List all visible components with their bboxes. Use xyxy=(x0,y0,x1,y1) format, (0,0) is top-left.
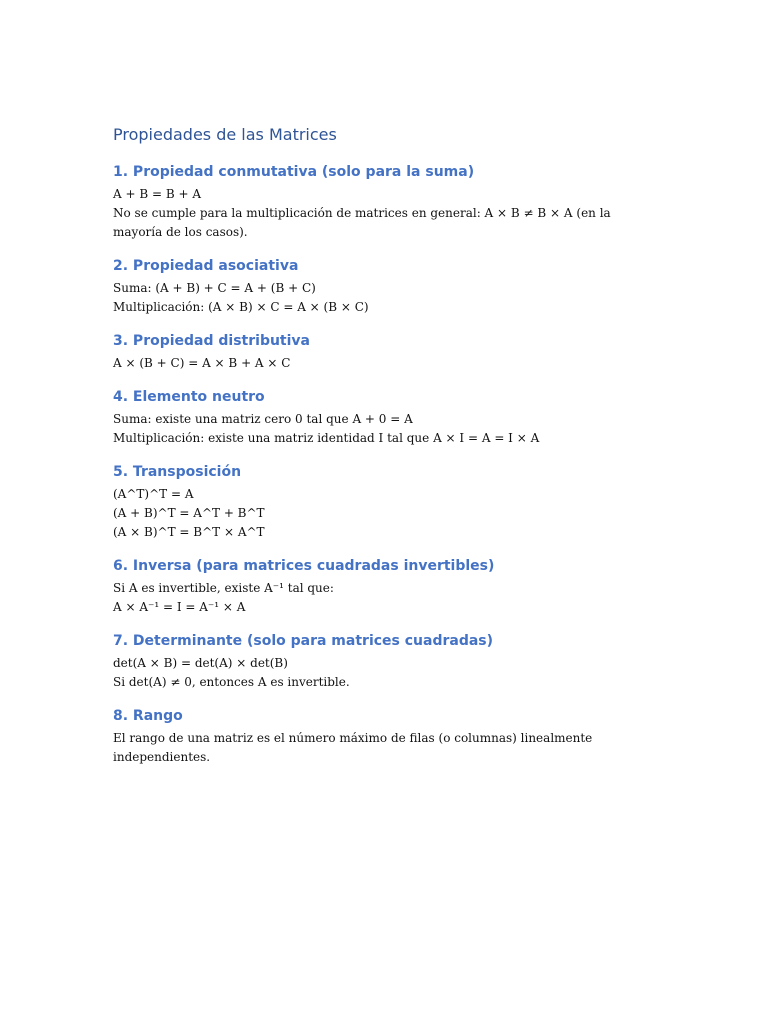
section-line: Suma: (A + B) + C = A + (B + C) xyxy=(113,281,316,295)
section-heading: 6. Inversa (para matrices cuadradas invertibles) xyxy=(113,558,495,574)
section-rank xyxy=(113,706,658,767)
section-line: El rango de una matriz es el número máximo de filas (o columnas) linealmente independientes. xyxy=(113,731,593,764)
section-heading: 5. Transposición xyxy=(113,464,242,480)
section-transposition xyxy=(113,462,658,542)
section-line: (A^T)^T = A xyxy=(113,487,194,501)
section-determinant xyxy=(113,631,658,692)
section-distributive xyxy=(113,331,658,373)
section-heading: 7. Determinante (solo para matrices cuadradas) xyxy=(113,633,494,649)
section-heading: 1. Propiedad conmutativa (solo para la suma) xyxy=(113,164,475,180)
section-associative xyxy=(113,256,658,317)
section-line: (A × B)^T = B^T × A^T xyxy=(113,525,265,539)
section-commutative xyxy=(113,162,658,242)
section-line: (A + B)^T = A^T + B^T xyxy=(113,506,265,520)
section-line: Multiplicación: (A × B) × C = A × (B × C) xyxy=(113,300,369,314)
section-line: A × A⁻¹ = I = A⁻¹ × A xyxy=(113,600,246,614)
section-heading: 8. Rango xyxy=(113,708,183,724)
section-line: Suma: existe una matriz cero 0 tal que A + 0 = A xyxy=(113,412,413,426)
section-line: A × (B + C) = A × B + A × C xyxy=(113,356,291,370)
document-title: Propiedades de las Matrices xyxy=(113,125,337,144)
section-heading: 2. Propiedad asociativa xyxy=(113,258,299,274)
section-inverse xyxy=(113,556,658,617)
section-line: Si det(A) ≠ 0, entonces A es invertible. xyxy=(113,675,350,689)
section-heading: 3. Propiedad distributiva xyxy=(113,333,310,349)
section-heading: 4. Elemento neutro xyxy=(113,389,265,405)
section-line: Multiplicación: existe una matriz identidad I tal que A × I = A = I × A xyxy=(113,431,540,445)
section-line: No se cumple para la multiplicación de matrices en general: A × B ≠ B × A (en la mayoría de los casos). xyxy=(113,206,611,239)
section-neutral-element xyxy=(113,387,658,448)
section-line: Si A es invertible, existe A⁻¹ tal que: xyxy=(113,581,334,595)
document-page xyxy=(113,124,658,781)
section-line: det(A × B) = det(A) × det(B) xyxy=(113,656,288,670)
section-line: A + B = B + A xyxy=(113,187,202,201)
